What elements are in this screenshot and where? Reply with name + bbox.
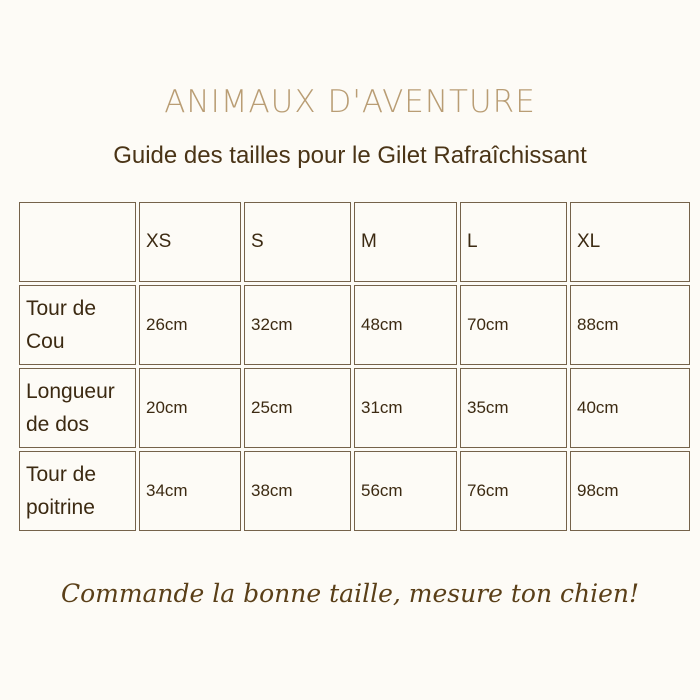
table-cell: 38cm (244, 451, 351, 531)
table-cell: 48cm (354, 285, 457, 365)
table-cell: 40cm (570, 368, 690, 448)
table-cell: 76cm (460, 451, 567, 531)
column-header-m: M (354, 202, 457, 282)
table-cell: 35cm (460, 368, 567, 448)
column-header-xs: XS (139, 202, 241, 282)
table-cell: 26cm (139, 285, 241, 365)
table-cell: 56cm (354, 451, 457, 531)
table-cell: 34cm (139, 451, 241, 531)
size-table (19, 202, 681, 530)
row-label-chest: Tour de poitrine (19, 451, 136, 531)
table-cell: 98cm (570, 451, 690, 531)
table-corner-cell (19, 202, 136, 282)
column-header-xl: XL (570, 202, 690, 282)
page-title: Guide des tailles pour le Gilet Rafraîchissant (113, 142, 587, 169)
brand-logo: ANIMAUX D'AVENTURE (164, 84, 536, 120)
column-header-s: S (244, 202, 351, 282)
table-cell: 88cm (570, 285, 690, 365)
row-label-neck: Tour de Cou (19, 285, 136, 365)
tagline: Commande la bonne taille, mesure ton chien! (60, 579, 640, 608)
table-cell: 32cm (244, 285, 351, 365)
table-cell: 20cm (139, 368, 241, 448)
column-header-l: L (460, 202, 567, 282)
row-label-back-length: Longueur de dos (19, 368, 136, 448)
table-cell: 31cm (354, 368, 457, 448)
table-cell: 70cm (460, 285, 567, 365)
table-cell: 25cm (244, 368, 351, 448)
